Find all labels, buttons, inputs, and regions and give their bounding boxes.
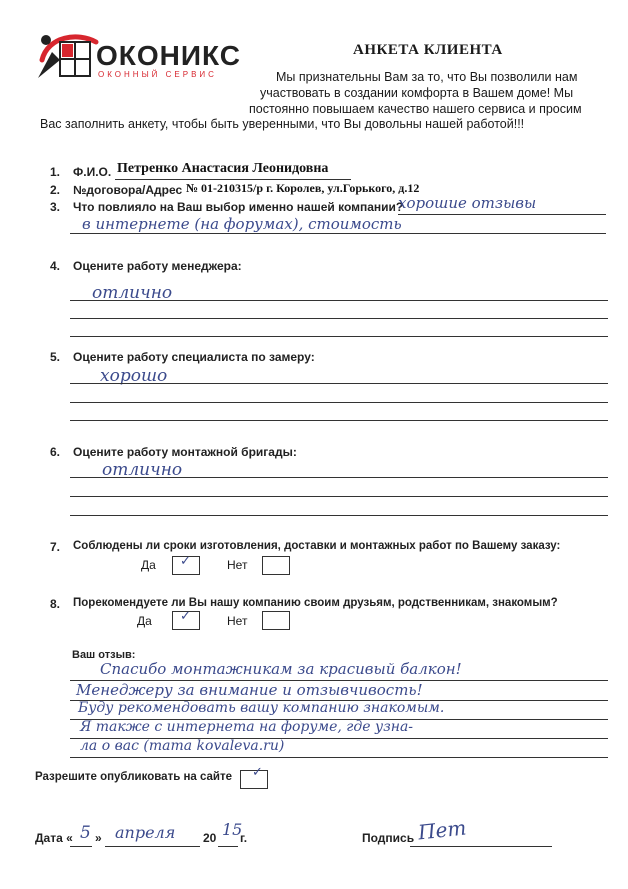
q5-line-2 xyxy=(70,402,608,403)
q7-yes-label: Да xyxy=(141,558,156,572)
intro-line-4: Вас заполнить анкету, чтобы быть уверенными, что Вы довольны нашей работой!!! xyxy=(40,117,525,131)
q4-answer: отлично xyxy=(92,283,173,303)
date-year-line xyxy=(218,846,238,847)
q7-yes-mark: ✓ xyxy=(180,554,191,569)
q6-line-3 xyxy=(70,515,608,516)
q5-line-3 xyxy=(70,420,608,421)
date-year-end: г. xyxy=(240,831,248,845)
q2-number: 2. xyxy=(50,183,61,197)
q8-label: Порекомендуете ли Вы нашу компанию своим друзьям, родственникам, знакомым? xyxy=(73,597,558,609)
date-quote-close: » xyxy=(95,831,102,845)
q3-line-2 xyxy=(70,233,606,234)
window-logo-icon xyxy=(34,30,104,80)
date-year-suffix: 15 xyxy=(222,820,243,839)
brand-name: ОКОНИКС xyxy=(96,40,241,71)
feedback-line-1: Спасибо монтажникам за красивый балкон! xyxy=(100,660,462,678)
date-month: апреля xyxy=(115,823,176,842)
q3-label: Что повлияло на Ваш выбор именно нашей компании? xyxy=(73,200,404,214)
q8-no-label: Нет xyxy=(227,614,248,628)
date-day: 5 xyxy=(80,823,91,843)
feedback-label: Ваш отзыв: xyxy=(72,649,136,661)
q5-label: Оцените работу специалиста по замеру: xyxy=(73,350,315,364)
q1-answer: Петренко Анастасия Леонидовна xyxy=(117,161,329,176)
publish-label: Разрешите опубликовать на сайте xyxy=(35,771,233,783)
q1-label: Ф.И.О. xyxy=(73,165,112,179)
q6-label: Оцените работу монтажной бригады: xyxy=(73,445,297,459)
q3-number: 3. xyxy=(50,200,61,214)
q2-label: №договора/Адрес xyxy=(73,183,183,197)
q3-answer-2: в интернете (на форумах), стоимость xyxy=(82,215,402,233)
q4-line-3 xyxy=(70,336,608,337)
q4-number: 4. xyxy=(50,259,61,273)
feedback-line-3: Буду рекомендовать вашу компанию знакомым. xyxy=(78,700,445,716)
q4-line-2 xyxy=(70,318,608,319)
intro-line-3: постоянно повышаем качество нашего сервиса и просим xyxy=(249,102,582,116)
q4-label: Оцените работу менеджера: xyxy=(73,259,242,273)
q8-number: 8. xyxy=(50,597,61,611)
q3-line-1 xyxy=(398,214,606,215)
q5-number: 5. xyxy=(50,350,61,364)
q7-no-checkbox[interactable] xyxy=(262,556,290,575)
q6-number: 6. xyxy=(50,445,61,459)
q6-answer: отлично xyxy=(102,460,183,480)
signature-label: Подпись xyxy=(362,831,415,845)
date-year-prefix: 20 xyxy=(203,831,217,845)
q5-answer: хорошо xyxy=(100,366,168,386)
q2-answer: № 01-210315/р г. Королев, ул.Горького, д.12 xyxy=(186,181,420,195)
intro-line-1: Мы признательны Вам за то, что Вы позволили нам xyxy=(276,70,578,84)
signature: Пет xyxy=(416,815,468,845)
q8-yes-label: Да xyxy=(137,614,152,628)
brand-logo xyxy=(34,30,241,82)
q4-line-1 xyxy=(70,300,608,301)
q7-number: 7. xyxy=(50,540,61,554)
q7-no-label: Нет xyxy=(227,558,248,572)
brand-tagline: ОКОННЫЙ СЕРВИС xyxy=(98,70,217,79)
q6-line-1 xyxy=(70,477,608,478)
feedback-line-2: Менеджеру за внимание и отзывчивость! xyxy=(76,681,423,699)
q5-line-1 xyxy=(70,383,608,384)
feedback-line-4: Я также с интернета на форуме, где узна- xyxy=(80,719,414,735)
intro-line-2: участвовать в создании комфорта в Вашем доме! Мы xyxy=(260,86,574,100)
date-day-line xyxy=(70,846,92,847)
q3-answer-1: хорошие отзывы xyxy=(398,194,537,212)
page-title: АНКЕТА КЛИЕНТА xyxy=(353,42,503,58)
feedback-rule-5 xyxy=(70,757,608,758)
q1-number: 1. xyxy=(50,165,61,179)
date-month-line xyxy=(105,846,200,847)
publish-mark: ✓ xyxy=(252,765,263,780)
q8-no-checkbox[interactable] xyxy=(262,611,290,630)
q8-yes-mark: ✓ xyxy=(180,609,191,624)
q1-answer-line xyxy=(115,179,351,180)
signature-line xyxy=(410,846,552,847)
q6-line-2 xyxy=(70,496,608,497)
date-label: Дата « xyxy=(35,831,73,845)
q7-label: Соблюдены ли сроки изготовления, доставки и монтажных работ по Вашему заказу: xyxy=(73,540,561,552)
feedback-line-5: ла о вас (тата kovaleva.ru) xyxy=(80,738,285,754)
